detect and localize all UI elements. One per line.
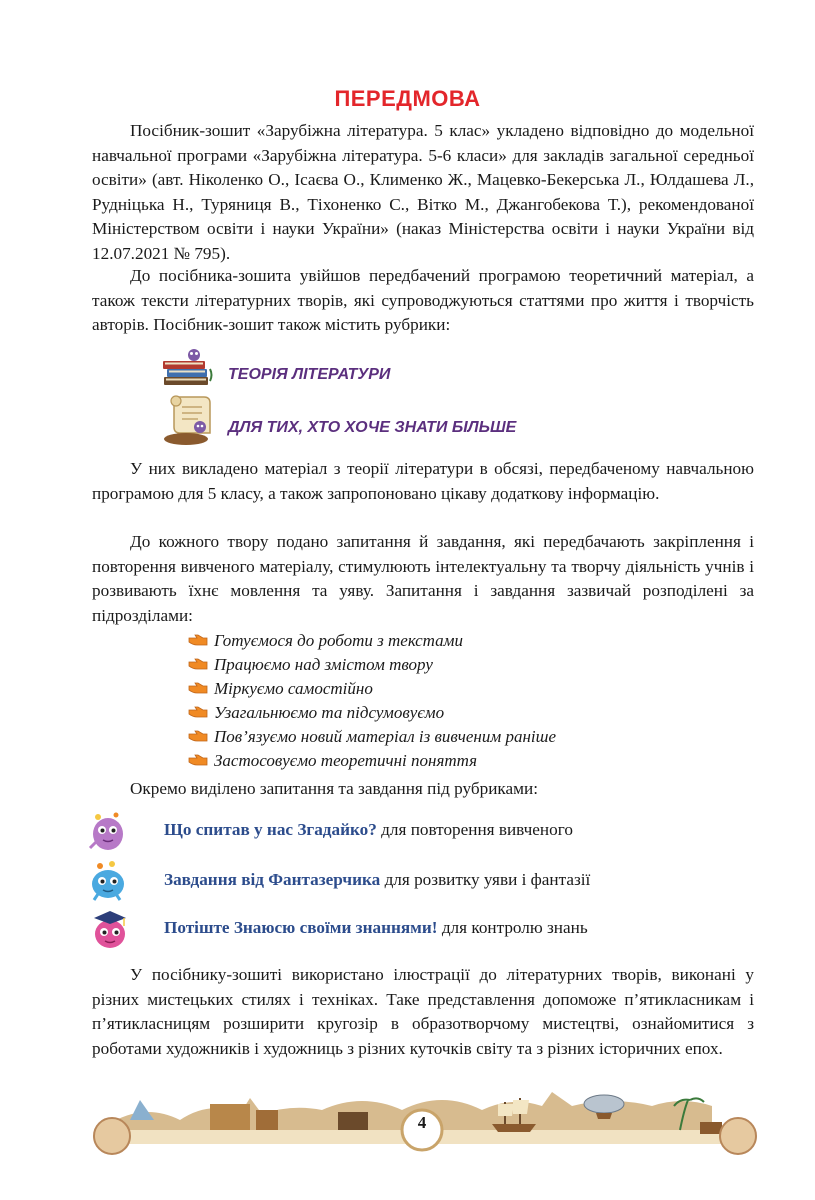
list-item [188,653,556,677]
paragraph-illustrations: У посібнику-зошиті використано ілюстрації до літературних творів, виконані у різних мистецьких стилях і техніках. Таке представлення допоможе п’ятикласникам і п’ятикласницям розширити кругозір в образотворчому мистецтві, ознайомитися з роботами художників і художниць з різних куточків світу та з різних історичних епох. [92,965,754,1058]
page-title: ПЕРЕДМОВА [334,86,481,111]
character-zgadaiko-desc: для повторення вивченого [376,820,573,839]
rubric-more-label: ДЛЯ ТИХ, ХТО ХОЧЕ ЗНАТИ БІЛЬШЕ [228,419,517,436]
fantazerchyk-character-icon [86,858,132,904]
character-zgadaiko-text [164,820,573,840]
list-item [188,629,556,653]
section-label: Міркуємо самостійно [214,679,373,698]
section-label: Застосовуємо теоретичні поняття [214,751,478,770]
pointing-hand-icon [188,630,208,654]
paragraph-theory: У них викладено матеріал з теорії літератури в обсязі, передбаченому навчальною програмою для 5 класу, а також запропоновано цікаву додаткову інформацію. [92,459,754,503]
pointing-hand-icon [188,750,208,774]
paragraph-contents: До посібника-зошита увійшов передбачений програмою теоретичний матеріал, а також тексти літературних творів, які супроводжуються статтями про життя і творчість авторів. Посібник-зошит також містить рубрики: [92,266,754,334]
rubric-theory-label: ТЕОРІЯ ЛІТЕРАТУРИ [228,366,391,383]
books-icon [160,347,216,387]
pointing-hand-icon [188,654,208,678]
section-label: Узагальнюємо та підсумовуємо [214,703,445,722]
character-znaiusia-desc: для контролю знань [437,918,588,937]
pointing-hand-icon [188,702,208,726]
paragraph-intro: Посібник-зошит «Зарубіжна література. 5 клас» укладено відповідно до модельної навчальної програми «Зарубіжна література. 5-6 класи» для закладів загальної середньої освіти» (авт. Ніколенко О., Ісаєва О., Клименко Ж., Мацевко-Бекерська Л., Юлдашева Л., Рудніцька Н., Туряниця В., Тіхоненко С., Вітко М., Джангобекова Т.), рекомендованої Міністерством освіти і науки України» (наказ Міністерства освіти і науки України від 12.07.2021 № 795). [92,121,754,263]
pointing-hand-icon [188,726,208,750]
section-label: Готуємося до роботи з текстами [214,631,464,650]
section-label: Працюємо над змістом твору [214,655,433,674]
character-zgadaiko-name: Що спитав у нас Згадайко? [164,820,377,839]
znaiusia-character-icon [86,906,132,952]
zgadaiko-character-icon [86,808,132,854]
list-item [188,677,556,701]
page-number: 4 [417,1113,427,1132]
paragraph-rubrics-intro: Окремо виділено запитання та завдання під рубриками: [130,779,538,798]
character-fantazerchyk-name: Завдання від Фантазерчика [164,870,381,889]
list-item [188,749,556,773]
character-znaiusia-name: Потіште Знаюсю своїми знаннями! [164,918,438,937]
list-item [188,725,556,749]
paragraph-tasks: До кожного твору подано запитання й завдання, які передбачають закріплення і повторення вивченого матеріалу, стимулюють інтелектуальну та творчу діяльність учнів і розвивають їхнє мовлення та уяву. Запитання і завдання зазвичай розподілені за підрозділами: [92,532,754,625]
list-item [188,701,556,725]
character-fantazerchyk-text [164,870,590,890]
scroll-icon [160,393,220,449]
character-fantazerchyk-desc: для розвитку уяви і фантазії [380,870,591,889]
section-label: Пов’язуємо новий матеріал із вивченим раніше [214,727,557,746]
character-znaiusia-text [164,918,588,938]
sections-list [188,629,556,773]
pointing-hand-icon [188,678,208,702]
